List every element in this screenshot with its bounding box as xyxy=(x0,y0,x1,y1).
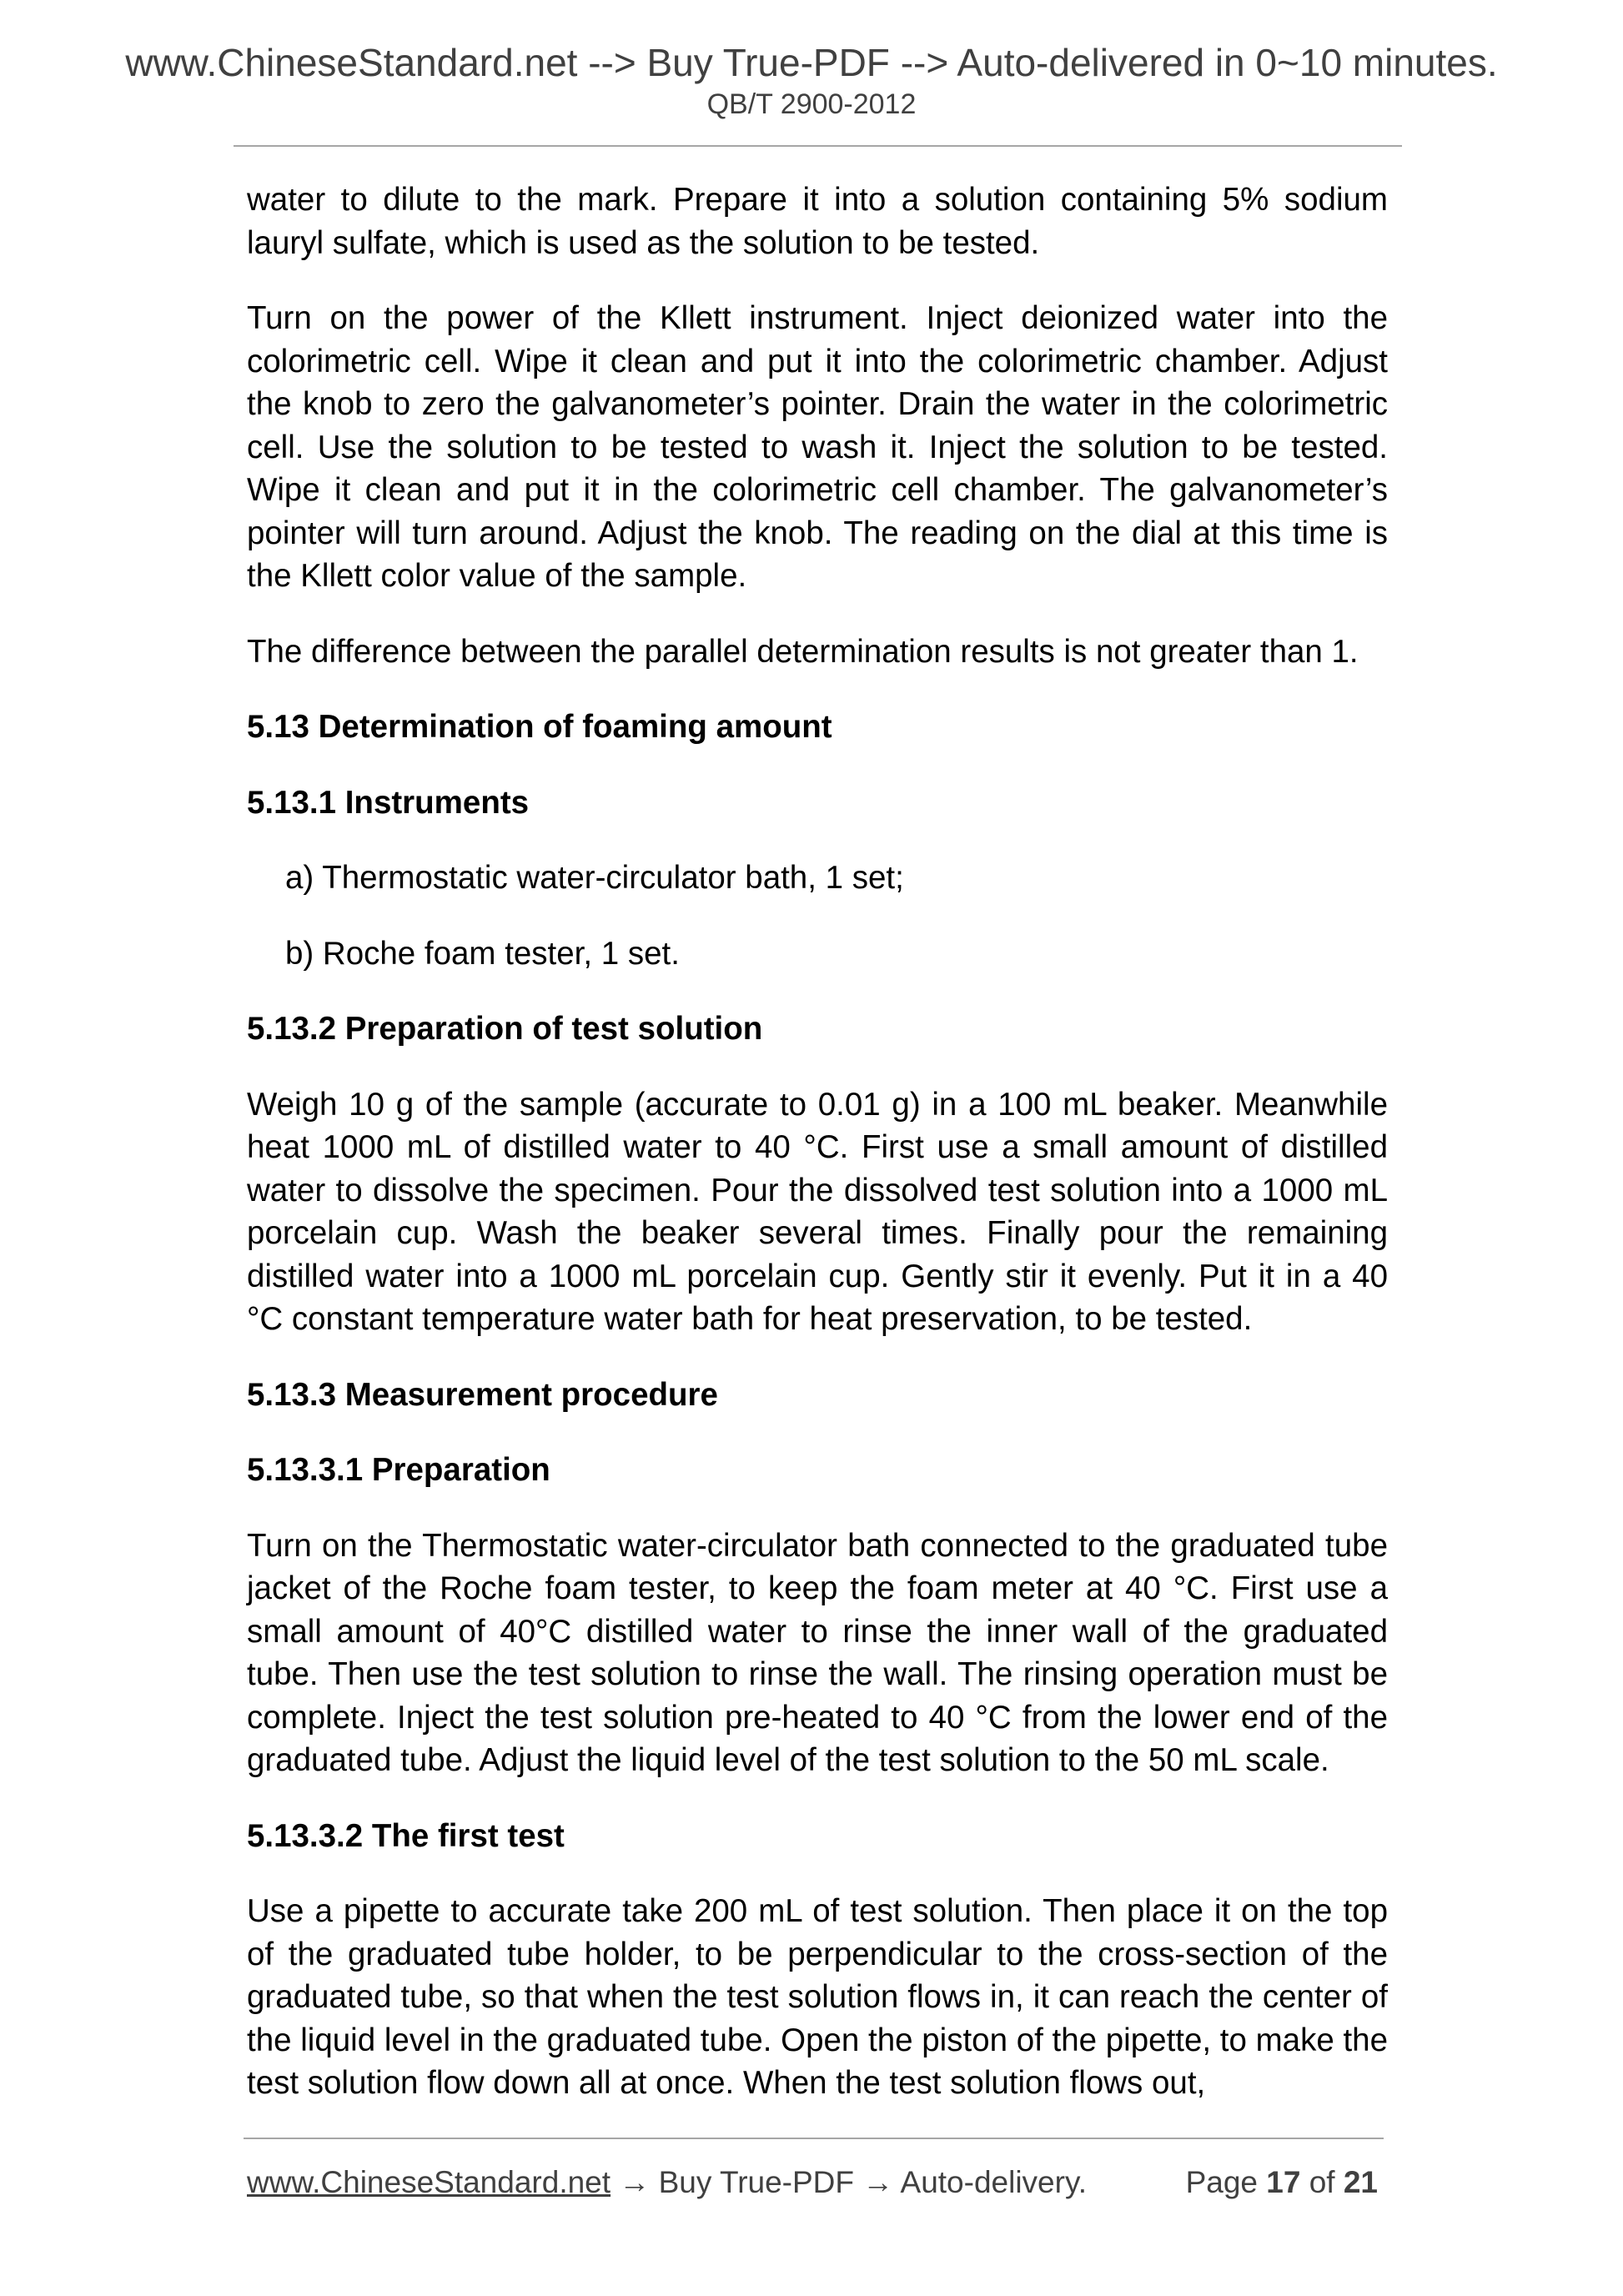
section-heading: 5.13.3 Measurement procedure xyxy=(247,1376,718,1413)
paragraph: Turn on the power of the Kllett instrument. Inject deionized water into the colorimetric cell. Wipe it clean and put it into the colorimetric chamber. Adjust the knob to zero the galvanometer’s pointer. Drain the water in the colorimetric cell. Use the solution to be tested to wash it. Inject the solution to be tested. Wipe it clean and put it in the colorimetric cell chamber. The galvanometer’s pointer will turn around. Adjust the knob. The reading on the dial at this time is the Kllett color value of the sample. xyxy=(247,300,1388,594)
footer-site-link[interactable]: www.ChineseStandard.net xyxy=(247,2165,611,2199)
paragraph: Turn on the Thermostatic water-circulator bath connected to the graduated tube jacket of the Roche foam tester, to keep the foam meter at 40 °C. First use a small amount of 40°C distilled water to rinse the inner wall of the graduated tube. Then use the test solution to rinse the wall. The rinsing operation must be complete. Inject the test solution pre-heated to 40 °C from the lower end of the graduated tube. Adjust the liquid level of the test solution to the 50 mL scale. xyxy=(247,1527,1388,1778)
of-label: of xyxy=(1309,2165,1335,2199)
paragraph: The difference between the parallel determination results is not greater than 1. xyxy=(247,633,1359,670)
current-page: 17 xyxy=(1266,2165,1301,2199)
section-heading: 5.13.2 Preparation of test solution xyxy=(247,1011,763,1047)
document-id: QB/T 2900-2012 xyxy=(706,88,917,120)
list-item: a) Thermostatic water-circulator bath, 1 set; xyxy=(285,860,904,896)
footer-divider xyxy=(244,2138,1384,2139)
paragraph: Weigh 10 g of the sample (accurate to 0.01 g) in a 100 mL beaker. Meanwhile heat 1000 mL of distilled water to 40 °C. First use a small amount of distilled water to dissolve the specimen. Pour the dissolved test solution into a 1000 mL porcelain cup. Wash the beaker several times. Finally pour the remaining distilled water into a 1000 mL porcelain cup. Gently stir it evenly. Put it in a 40 °C constant temperature water bath for heat preservation, to be tested. xyxy=(247,1086,1388,1337)
page-footer xyxy=(247,2162,1388,2203)
page-body xyxy=(247,178,1388,2138)
total-pages: 21 xyxy=(1343,2165,1378,2199)
footer-tagline: → Buy True-PDF → Auto-delivery. xyxy=(611,2165,1087,2199)
section-heading: 5.13.3.2 The first test xyxy=(247,1817,565,1854)
section-heading: 5.13.1 Instruments xyxy=(247,784,530,821)
section-heading: 5.13 Determination of foaming amount xyxy=(247,709,832,745)
paragraph: Use a pipette to accurate take 200 mL of test solution. Then place it on the top of the graduated tube holder, to be perpendicular to the cross-section of the graduated tube, so that when the test solution flows in, it can reach the center of the liquid level in the graduated tube. Open the piston of the pipette, to make the test solution flow down all at once. When the test solution flows out, xyxy=(247,1893,1388,2101)
paragraph: water to dilute to the mark. Prepare it into a solution containing 5% sodium lauryl sulfate, which is used as the solution to be tested. xyxy=(247,182,1388,261)
header-divider xyxy=(234,145,1402,147)
footer-text xyxy=(247,2162,1087,2203)
header-banner: www.ChineseStandard.net --> Buy True-PDF --> Auto-delivered in 0~10 minutes. xyxy=(125,41,1498,84)
section-heading: 5.13.3.1 Preparation xyxy=(247,1452,550,1488)
list-item: b) Roche foam tester, 1 set. xyxy=(285,935,680,972)
page-label: Page xyxy=(1185,2165,1258,2199)
page-number xyxy=(1186,2162,1378,2203)
